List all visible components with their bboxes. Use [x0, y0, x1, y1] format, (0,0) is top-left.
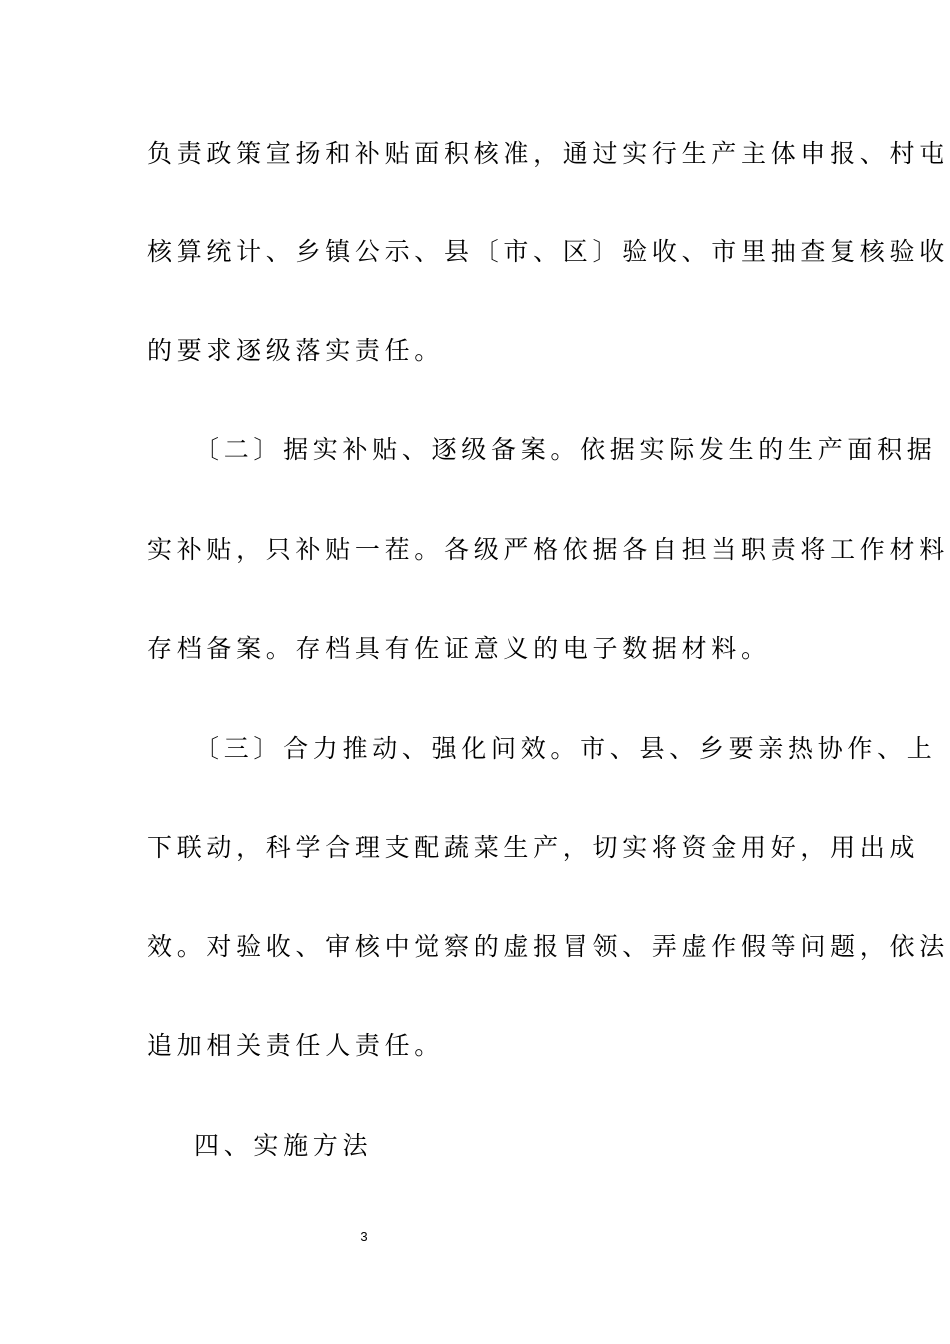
body-text-line: 实补贴，只补贴一茬。各级严格依据各自担当职责将工作材料 [147, 535, 949, 564]
section-heading-line: 〔二〕据实补贴、逐级备案。依据实际发生的生产面积据 [194, 435, 937, 464]
body-text-line: 负责政策宣扬和补贴面积核准，通过实行生产主体申报、村屯 [147, 139, 949, 168]
body-text-line: 下联动，科学合理支配蔬菜生产，切实将资金用好，用出成 [147, 833, 920, 862]
body-text-line: 效。对验收、审核中觉察的虚报冒领、弄虚作假等问题，依法 [147, 932, 949, 961]
body-text-line: 的要求逐级落实责任。 [147, 336, 445, 365]
page-number: 3 [360, 1229, 368, 1244]
body-text-line: 存档备案。存档具有佐证意义的电子数据材料。 [147, 634, 771, 663]
body-text-line: 核算统计、乡镇公示、县〔市、区〕验收、市里抽查复核验收 [147, 237, 949, 266]
section-heading-line: 〔三〕合力推动、强化问效。市、县、乡要亲热协作、上 [194, 734, 937, 763]
body-text-line: 追加相关责任人责任。 [147, 1031, 445, 1060]
section-title: 四、实施方法 [194, 1131, 373, 1160]
